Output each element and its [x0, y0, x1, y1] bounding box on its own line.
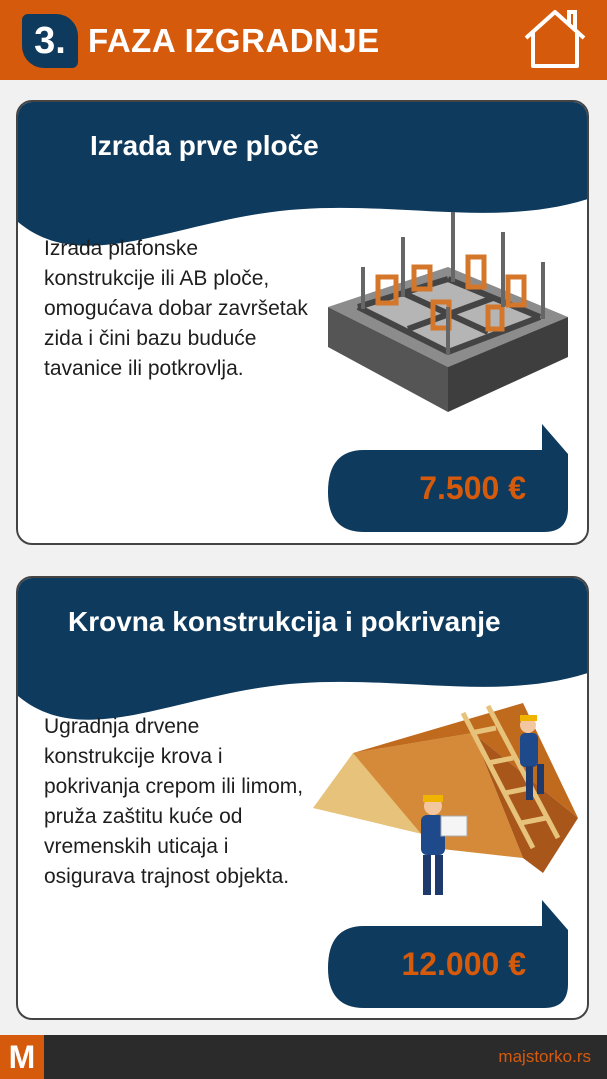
card-description: Ugradnja drvene konstrukcije krova i pokrivanja crepom ili limom, pruža zaštitu kuće od vremenskih uticaja i osigurava trajnost objekta.: [44, 715, 304, 888]
page-header: [0, 0, 607, 80]
step-number-badge: 3.: [22, 14, 78, 68]
price-value: 7.500 €: [419, 470, 526, 506]
price-tag: [324, 420, 570, 536]
price-tag: [324, 896, 570, 1012]
page-footer: [0, 1035, 607, 1079]
card-description: Izrada plafonske konstrukcije ili AB ploče, omogućava dobar završetak zida i čini bazu buduće tavanice ili potkrovlja.: [44, 237, 308, 380]
brand-logo: M: [0, 1035, 44, 1079]
card-title: Izrada prve ploče: [90, 130, 319, 161]
house-outline-icon: [520, 6, 590, 72]
roof-workers-icon: [313, 698, 583, 913]
price-value: 12.000 €: [401, 946, 526, 982]
card-title: Krovna konstrukcija i pokrivanje: [68, 606, 501, 637]
phase-card-first-slab: [16, 100, 589, 545]
concrete-slab-icon: [318, 207, 578, 422]
phase-card-roof: [16, 576, 589, 1020]
website-link[interactable]: majstorko.rs: [498, 1047, 591, 1066]
page-title: FAZA IZGRADNJE: [88, 22, 380, 59]
